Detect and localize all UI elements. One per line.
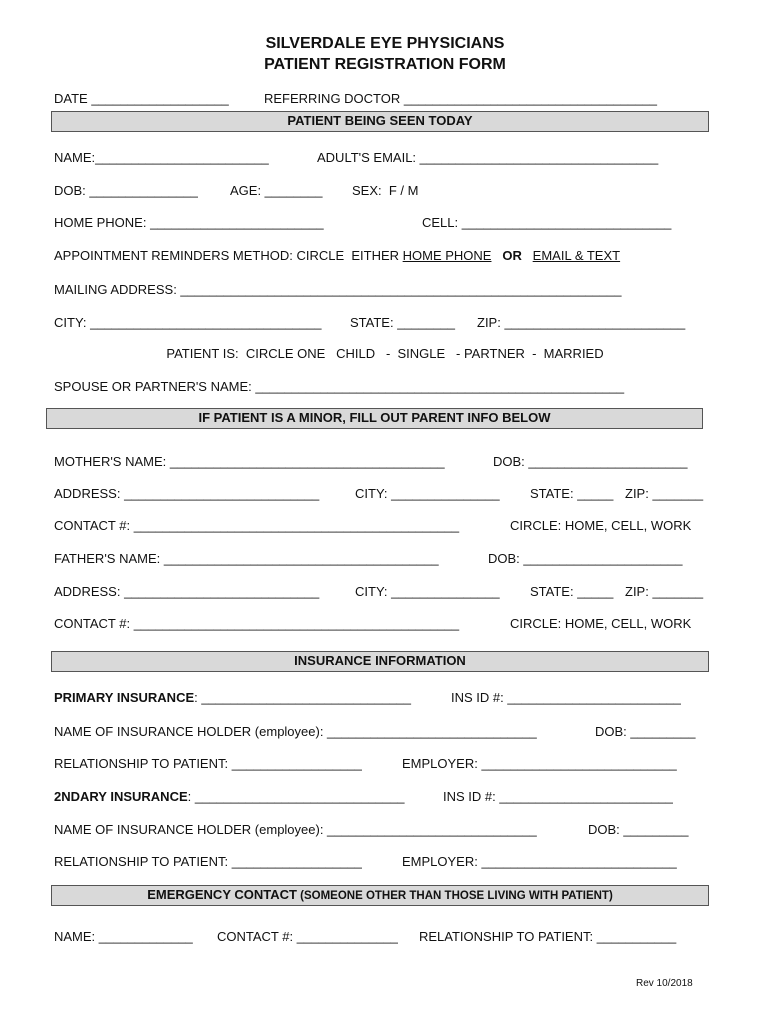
- reminder-prefix: APPOINTMENT REMINDERS METHOD: CIRCLE EITHER: [54, 248, 403, 263]
- patient-dob-field[interactable]: DOB: _______________: [54, 183, 198, 198]
- emergency-name-field[interactable]: NAME: _____________: [54, 929, 193, 944]
- secondary-ins-id-field[interactable]: INS ID #: ________________________: [443, 789, 673, 804]
- patient-city-field[interactable]: CITY: ________________________________: [54, 315, 322, 330]
- home-phone-field[interactable]: HOME PHONE: ________________________: [54, 215, 324, 230]
- primary-holder-name-field[interactable]: NAME OF INSURANCE HOLDER (employee): _____________________________: [54, 724, 537, 739]
- mother-city-field[interactable]: CITY: _______________: [355, 486, 500, 501]
- form-title-line1: SILVERDALE EYE PHYSICIANS: [265, 35, 505, 52]
- primary-holder-dob-field[interactable]: DOB: _________: [595, 724, 696, 739]
- emergency-header-bold: EMERGENCY CONTACT: [147, 887, 297, 902]
- mother-contact-type[interactable]: CIRCLE: HOME, CELL, WORK: [510, 518, 692, 533]
- father-zip-field[interactable]: ZIP: _______: [625, 584, 704, 599]
- patient-zip-field[interactable]: ZIP: _________________________: [477, 315, 686, 330]
- mother-state-field[interactable]: STATE: _____: [530, 486, 614, 501]
- mother-address-field[interactable]: ADDRESS: ___________________________: [54, 486, 320, 501]
- father-address-field[interactable]: ADDRESS: ___________________________: [54, 584, 320, 599]
- emergency-relationship-field[interactable]: RELATIONSHIP TO PATIENT: ___________: [419, 929, 677, 944]
- emergency-header-rest: (SOMEONE OTHER THAN THOSE LIVING WITH PATIENT): [296, 890, 613, 902]
- adult-email-field[interactable]: ADULT'S EMAIL: _________________________________: [317, 150, 659, 165]
- spouse-name-field[interactable]: SPOUSE OR PARTNER'S NAME: ___________________________________________________: [54, 379, 625, 394]
- revision-label: Rev 10/2018: [636, 978, 693, 989]
- patient-sex-field[interactable]: SEX: F / M: [352, 183, 419, 198]
- reminder-option-email-text[interactable]: EMAIL & TEXT: [532, 248, 621, 263]
- date-field[interactable]: DATE ___________________: [54, 91, 229, 106]
- primary-insurance-line: : _____________________________: [194, 690, 412, 705]
- secondary-insurance-label: 2NDARY INSURANCE: [54, 789, 188, 804]
- patient-state-field[interactable]: STATE: ________: [350, 315, 456, 330]
- mailing-address-field[interactable]: MAILING ADDRESS: _____________________________________________________________: [54, 282, 622, 297]
- section-insurance-header: INSURANCE INFORMATION: [51, 651, 709, 672]
- secondary-employer-field[interactable]: EMPLOYER: ___________________________: [402, 854, 677, 869]
- mother-zip-field[interactable]: ZIP: _______: [625, 486, 704, 501]
- emergency-contact-field[interactable]: CONTACT #: ______________: [217, 929, 398, 944]
- patient-name-field[interactable]: NAME:________________________: [54, 150, 269, 165]
- mother-contact-field[interactable]: CONTACT #: _____________________________________________: [54, 518, 460, 533]
- primary-insurance-field[interactable]: [54, 690, 411, 706]
- patient-age-field[interactable]: AGE: ________: [230, 183, 323, 198]
- form-title-line2: PATIENT REGISTRATION FORM: [264, 56, 506, 73]
- referring-doctor-field[interactable]: REFERRING DOCTOR ___________________________________: [264, 91, 657, 106]
- secondary-holder-name-field[interactable]: NAME OF INSURANCE HOLDER (employee): _____________________________: [54, 822, 537, 837]
- father-state-field[interactable]: STATE: _____: [530, 584, 614, 599]
- mother-name-field[interactable]: MOTHER'S NAME: ______________________________________: [54, 454, 445, 469]
- secondary-insurance-line: : _____________________________: [187, 789, 405, 804]
- reminder-method: [54, 248, 620, 264]
- secondary-insurance-field[interactable]: [54, 789, 405, 805]
- reminder-or: OR: [502, 248, 522, 263]
- father-contact-type[interactable]: CIRCLE: HOME, CELL, WORK: [510, 616, 692, 631]
- section-emergency-header: [51, 885, 709, 906]
- patient-status[interactable]: PATIENT IS: CIRCLE ONE CHILD - SINGLE - PARTNER - MARRIED: [166, 346, 604, 361]
- father-dob-field[interactable]: DOB: ______________________: [488, 551, 683, 566]
- primary-employer-field[interactable]: EMPLOYER: ___________________________: [402, 756, 677, 771]
- section-minor-header: IF PATIENT IS A MINOR, FILL OUT PARENT INFO BELOW: [46, 408, 703, 429]
- primary-ins-id-field[interactable]: INS ID #: ________________________: [451, 690, 681, 705]
- cell-field[interactable]: CELL: _____________________________: [422, 215, 672, 230]
- reminder-option-home-phone[interactable]: HOME PHONE: [402, 248, 492, 263]
- secondary-holder-dob-field[interactable]: DOB: _________: [588, 822, 689, 837]
- mother-dob-field[interactable]: DOB: ______________________: [493, 454, 688, 469]
- secondary-relationship-field[interactable]: RELATIONSHIP TO PATIENT: __________________: [54, 854, 362, 869]
- primary-relationship-field[interactable]: RELATIONSHIP TO PATIENT: __________________: [54, 756, 362, 771]
- father-name-field[interactable]: FATHER'S NAME: ______________________________________: [54, 551, 439, 566]
- primary-insurance-label: PRIMARY INSURANCE: [54, 690, 195, 705]
- section-patient-header: PATIENT BEING SEEN TODAY: [51, 111, 709, 132]
- father-contact-field[interactable]: CONTACT #: _____________________________________________: [54, 616, 460, 631]
- father-city-field[interactable]: CITY: _______________: [355, 584, 500, 599]
